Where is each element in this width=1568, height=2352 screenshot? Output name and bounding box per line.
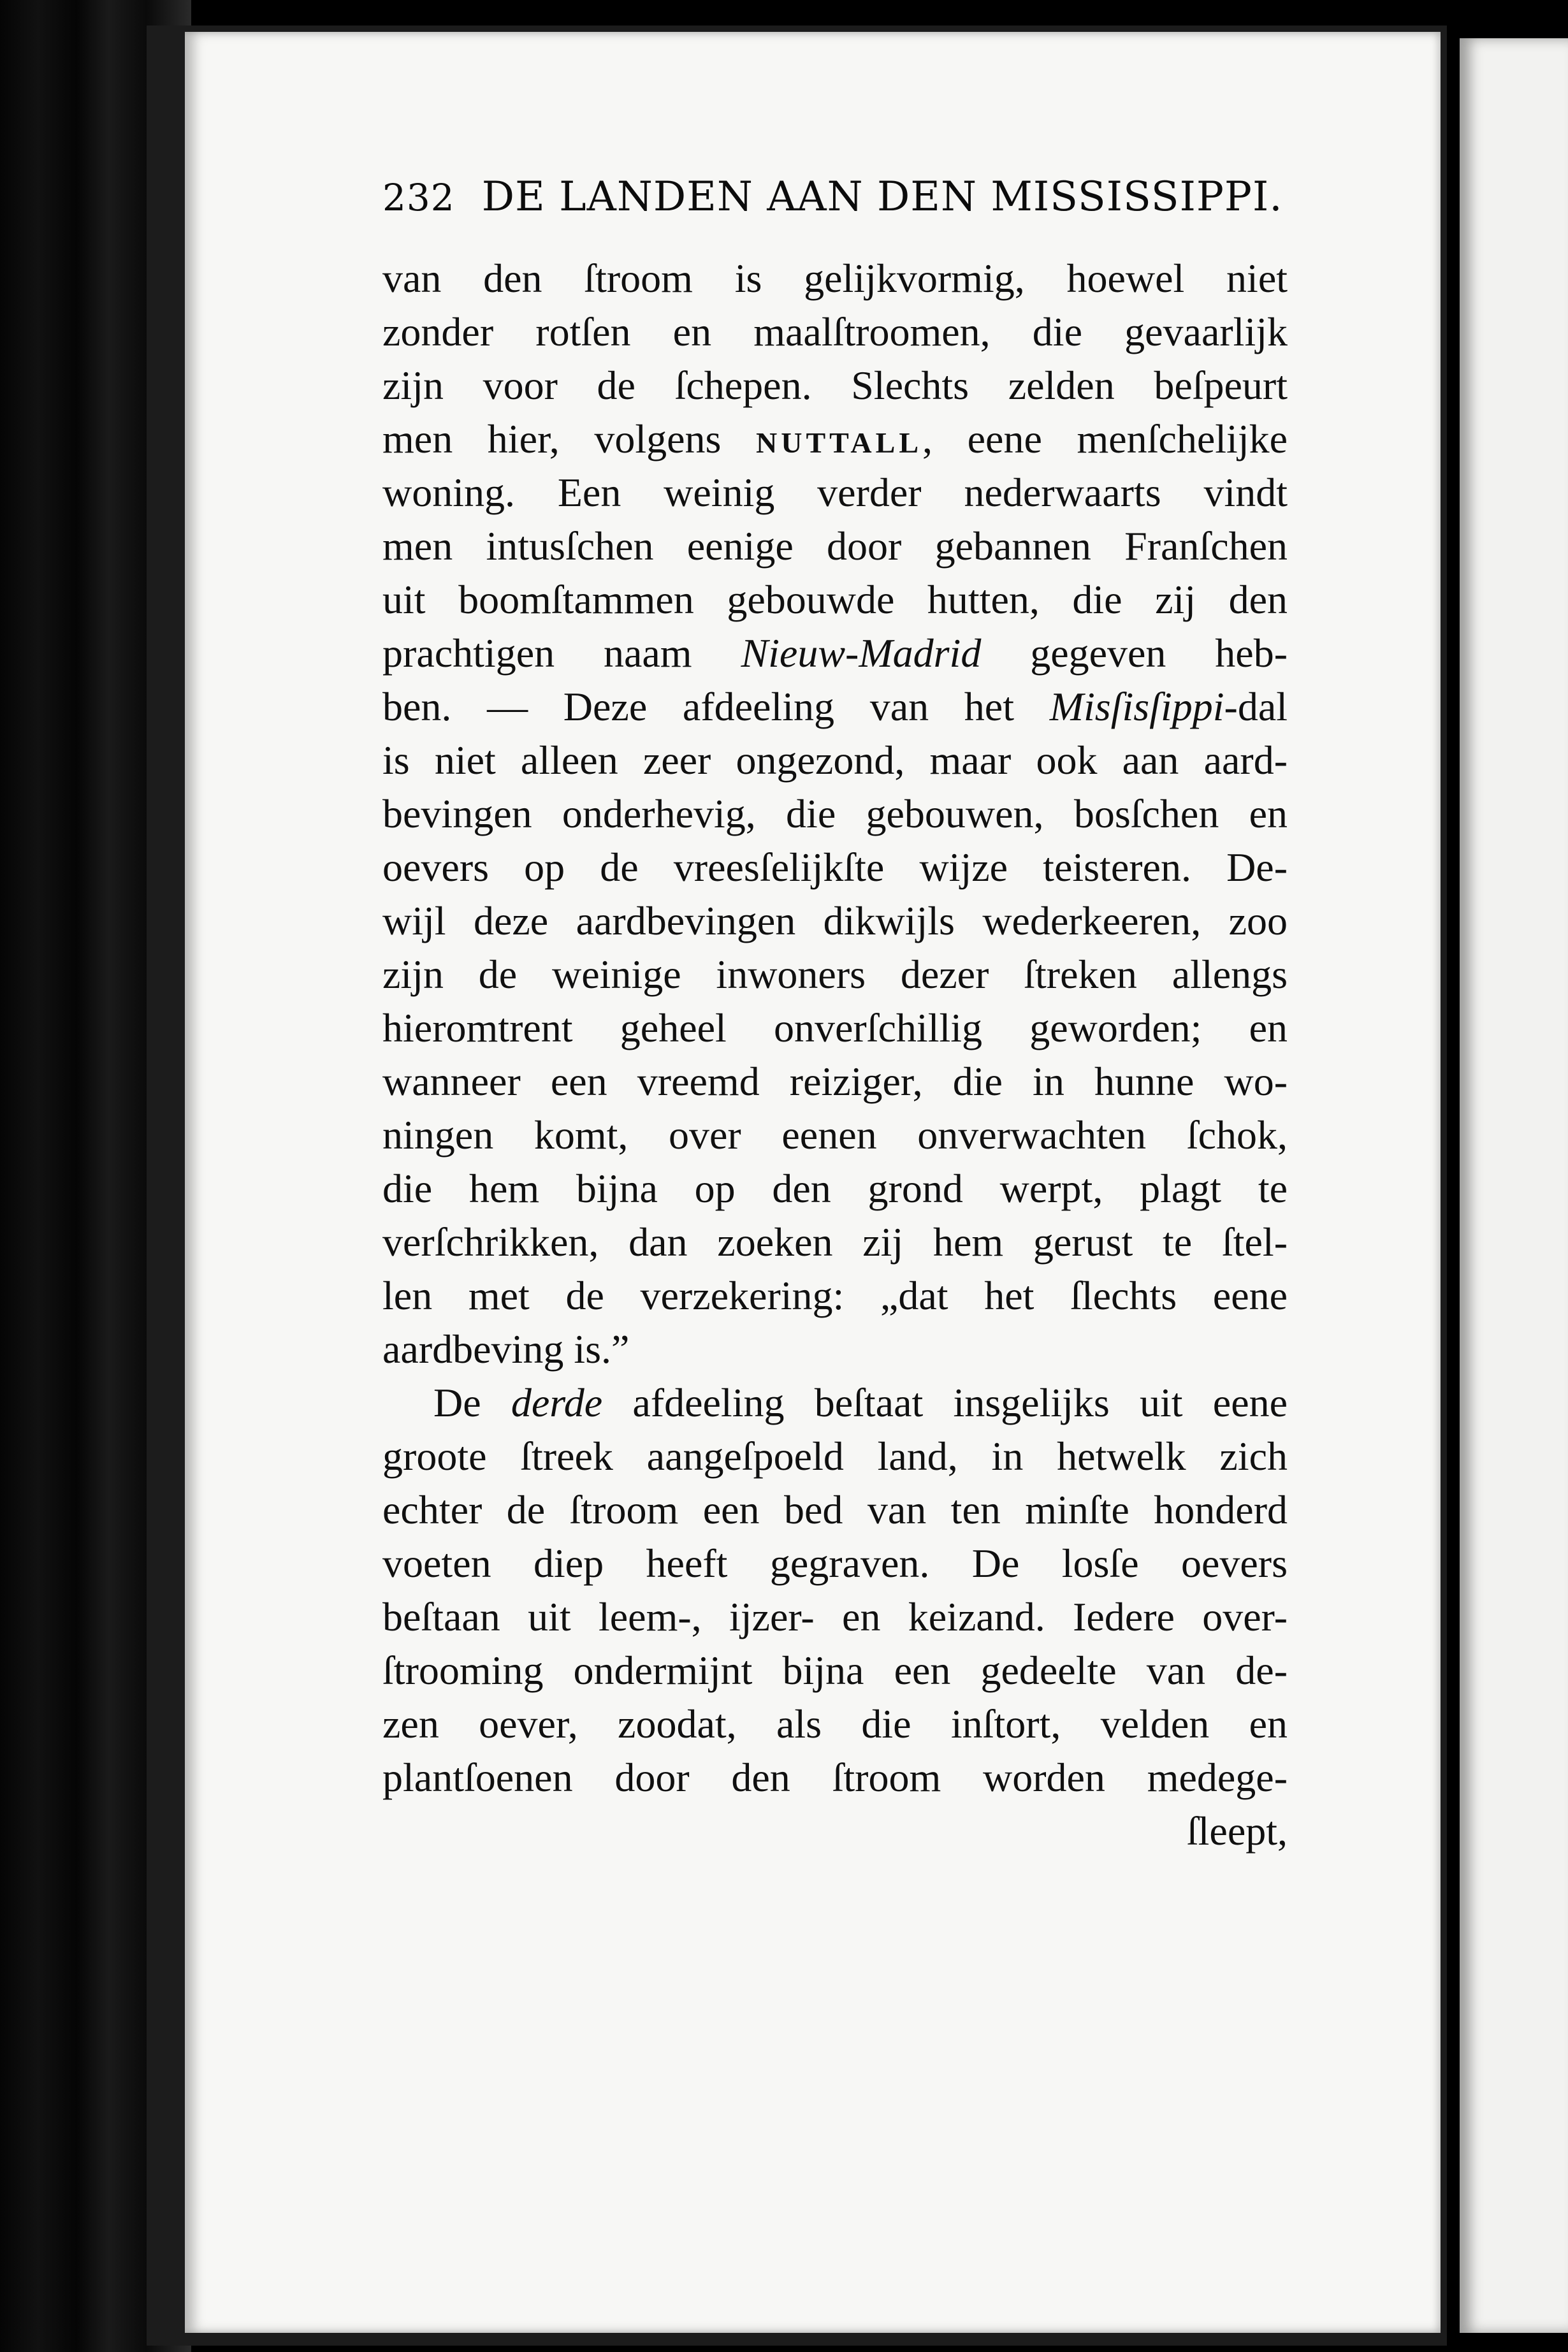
- author-name-small-caps: NUTTALL: [756, 426, 923, 459]
- text-run: afdeeling beſtaat insgelijks uit eene: [602, 1380, 1288, 1425]
- text-line: oevers op de vreesſelijkſte wijze teisteren. De-: [382, 845, 1288, 890]
- text-line: zen oever, zoodat, als die inſtort, velden en: [382, 1701, 1288, 1746]
- page-number: 232: [382, 176, 455, 219]
- text-line: van den ſtroom is gelijkvormig, hoewel niet: [382, 256, 1288, 301]
- text-line: [382, 1376, 1288, 1430]
- text-line: woning. Een weinig verder nederwaarts vindt: [382, 470, 1288, 515]
- text-line: die hem bijna op den grond werpt, plagt te: [382, 1166, 1288, 1211]
- text-line: bevingen onderhevig, die gebouwen, bosſchen en: [382, 791, 1288, 836]
- text-line: aardbeving is.”: [382, 1326, 630, 1372]
- body-text: [382, 252, 1288, 1858]
- italic-word: derde: [511, 1380, 603, 1425]
- text-line: [382, 680, 1288, 734]
- text-line: men intusſchen eenige door gebannen Franſchen: [382, 523, 1288, 569]
- text-line: [382, 627, 1288, 680]
- text-line: zonder rotſen en maalſtroomen, die gevaarlijk: [382, 309, 1288, 354]
- text-run: ben. — Deze afdeeling van het: [382, 684, 1050, 729]
- text-line: [382, 412, 1288, 466]
- text-line: groote ſtreek aangeſpoeld land, in hetwelk zich: [382, 1434, 1288, 1479]
- italic-river-name: Misſisſippi: [1049, 684, 1224, 729]
- text-line: hieromtrent geheel onverſchillig geworden; en: [382, 1005, 1288, 1050]
- facing-page-edge: [1460, 38, 1568, 2333]
- text-line: echter de ſtroom een bed van ten minſte honderd: [382, 1487, 1288, 1532]
- text-line: plantſoenen door den ſtroom worden medege-: [382, 1755, 1288, 1800]
- text-line: voeten diep heeft gegraven. De losſe oevers: [382, 1541, 1288, 1586]
- catchword: ſleept,: [1186, 1808, 1288, 1854]
- text-run: -dal: [1224, 684, 1288, 729]
- text-line: wijl deze aardbevingen dikwijls wederkeeren, zoo: [382, 898, 1288, 943]
- running-head: [382, 173, 1288, 231]
- text-run: De: [433, 1380, 511, 1425]
- text-line: wanneer een vreemd reiziger, die in hunne wo-: [382, 1059, 1288, 1104]
- text-line: uit boomſtammen gebouwde hutten, die zij den: [382, 577, 1288, 622]
- text-run: gegeven heb-: [981, 630, 1288, 676]
- text-line: len met de verzekering: „dat het ſlechts eene: [382, 1273, 1288, 1318]
- text-line: zijn de weinige inwoners dezer ſtreken allengs: [382, 952, 1288, 997]
- running-head-title: DE LANDEN AAN DEN MISSISSIPPI.: [481, 173, 1283, 221]
- text-run: , eene menſchelijke: [922, 416, 1288, 461]
- text-line: verſchrikken, dan zoeken zij hem gerust te ſtel-: [382, 1219, 1288, 1265]
- text-run: men hier, volgens: [382, 416, 757, 461]
- text-run: prachtigen naam: [382, 630, 741, 676]
- text-line: is niet alleen zeer ongezond, maar ook aan aard-: [382, 737, 1288, 783]
- text-line: ningen komt, over eenen onverwachten ſchok,: [382, 1112, 1288, 1158]
- text-line: zijn voor de ſchepen. Slechts zelden beſpeurt: [382, 363, 1288, 408]
- text-line: beſtaan uit leem-, ijzer- en keizand. Iedere over-: [382, 1594, 1288, 1639]
- italic-place-name: Nieuw-Madrid: [741, 630, 982, 676]
- text-line: ſtrooming ondermijnt bijna een gedeelte van de-: [382, 1648, 1288, 1693]
